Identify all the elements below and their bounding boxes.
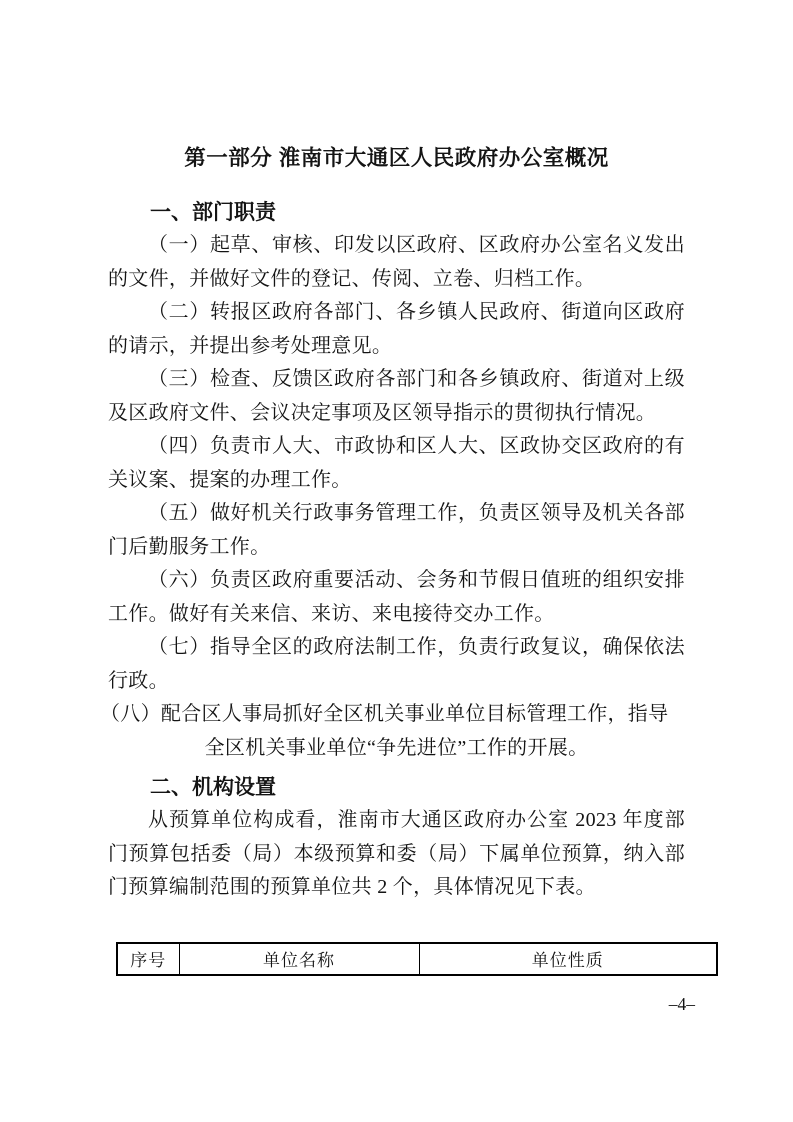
org-table — [116, 942, 718, 976]
duty-item-1: （一）起草、审核、印发以区政府、区政府办公室名义发出的文件，并做好文件的登记、传阅、立卷、归档工作。 — [108, 234, 685, 290]
duty-item-8-line-1: （八）配合区人事局抓好全区机关事业单位目标管理工作，指导 — [100, 703, 669, 725]
duty-item-5: （五）做好机关行政事务管理工作，负责区领导及机关各部门后勤服务工作。 — [108, 502, 685, 558]
duty-item-3: （三）检查、反馈区政府各部门和各乡镇政府、街道对上级及区政府文件、会议决定事项及区领导指示的贯彻执行情况。 — [108, 368, 685, 424]
table-header-unit-name: 单位名称 — [179, 943, 419, 975]
duty-item-2: （二）转报区政府各部门、各乡镇人民政府、街道向区政府的请示，并提出参考处理意见。 — [108, 301, 685, 357]
duty-item-4: （四）负责市人大、市政协和区人大、区政协交区政府的有关议案、提案的办理工作。 — [108, 435, 685, 491]
org-table-header-row — [117, 943, 717, 975]
table-header-unit-type: 单位性质 — [419, 943, 717, 975]
table-header-serial-number: 序号 — [117, 943, 179, 975]
duty-item-6: （六）负责区政府重要活动、会务和节假日值班的组织安排工作。做好有关来信、来访、来电接待交办工作。 — [108, 569, 685, 625]
page-number: –4– — [668, 993, 695, 1014]
duty-item-7: （七）指导全区的政府法制工作，负责行政复议，确保依法行政。 — [108, 636, 685, 692]
document-title: 第一部分 淮南市大通区人民政府办公室概况 — [184, 146, 609, 170]
org-intro-paragraph: 从预算单位构成看，淮南市大通区政府办公室 2023 年度部门预算包括委（局）本级预算和委（局）下属单位预算，纳入部门预算编制范围的预算单位共 2 个，具体情况见下表。 — [108, 809, 685, 898]
section-heading-duties: 一、部门职责 — [150, 201, 276, 224]
duty-item-8-line-2: 全区机关事业单位“争先进位”工作的开展。 — [204, 736, 589, 759]
section-heading-org: 二、机构设置 — [150, 776, 276, 799]
duty-item-8 — [100, 698, 685, 765]
